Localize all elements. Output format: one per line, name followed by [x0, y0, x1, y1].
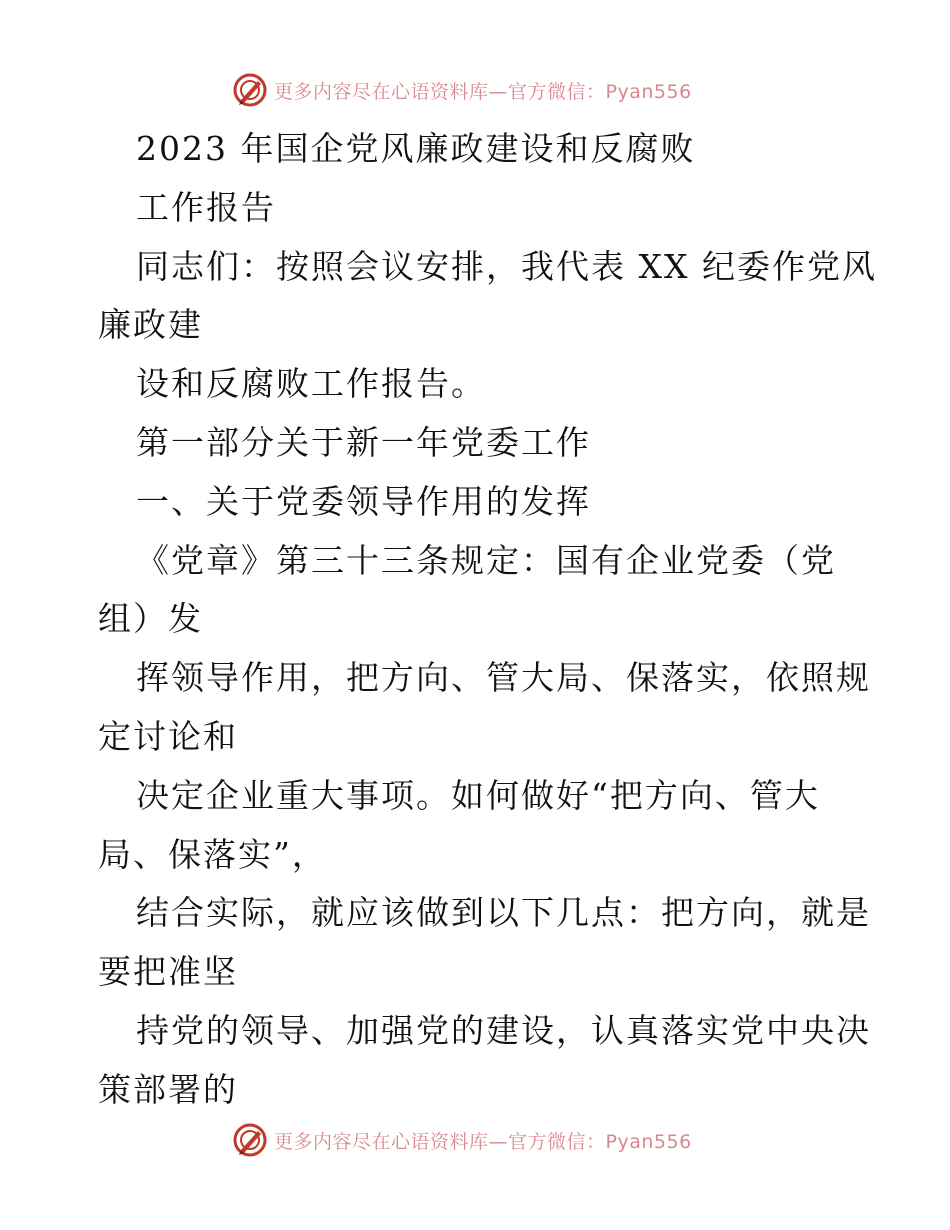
paragraph-line: 局、保落实”，: [98, 834, 327, 874]
paragraph-line: 《党章》第三十三条规定：国有企业党委（党: [136, 540, 836, 580]
paragraph-line: 廉政建: [98, 305, 203, 345]
paragraph-line: 定讨论和: [98, 716, 238, 756]
paragraph-line: 决定企业重大事项。如何做好“把方向、管大: [136, 775, 820, 815]
paragraph-line: 结合实际，就应该做到以下几点：把方向，就是: [136, 893, 871, 933]
title-line-1: 2023 年国企党风廉政建设和反腐败: [136, 129, 696, 168]
header-banner-text: 更多内容尽在心语资料库—官方微信：Pyan556: [274, 80, 692, 103]
header-banner: [232, 70, 692, 110]
paragraph-line: 设和反腐败工作报告。: [136, 364, 486, 404]
paragraph-line: 要把准坚: [98, 952, 238, 992]
document-body: [98, 120, 877, 1120]
section-heading: 第一部分关于新一年党委工作: [136, 422, 591, 462]
paragraph-line: 持党的领导、加强党的建设，认真落实党中央决: [136, 1010, 871, 1050]
footer-banner-text: 更多内容尽在心语资料库—官方微信：Pyan556: [274, 1130, 692, 1153]
paragraph-line: 挥领导作用，把方向、管大局、保落实，依照规: [136, 658, 871, 698]
pen-seal-icon: [232, 72, 268, 108]
paragraph-line: 同志们：按照会议安排，我代表 XX 纪委作党风: [136, 246, 877, 286]
footer-banner: [232, 1120, 692, 1160]
title-line-2: 工作报告: [136, 187, 276, 227]
paragraph-line: 组）发: [98, 599, 203, 639]
paragraph-line: 策部署的: [98, 1069, 238, 1109]
pen-seal-icon: [232, 1122, 268, 1158]
subsection-heading: 一、关于党委领导作用的发挥: [136, 481, 591, 521]
